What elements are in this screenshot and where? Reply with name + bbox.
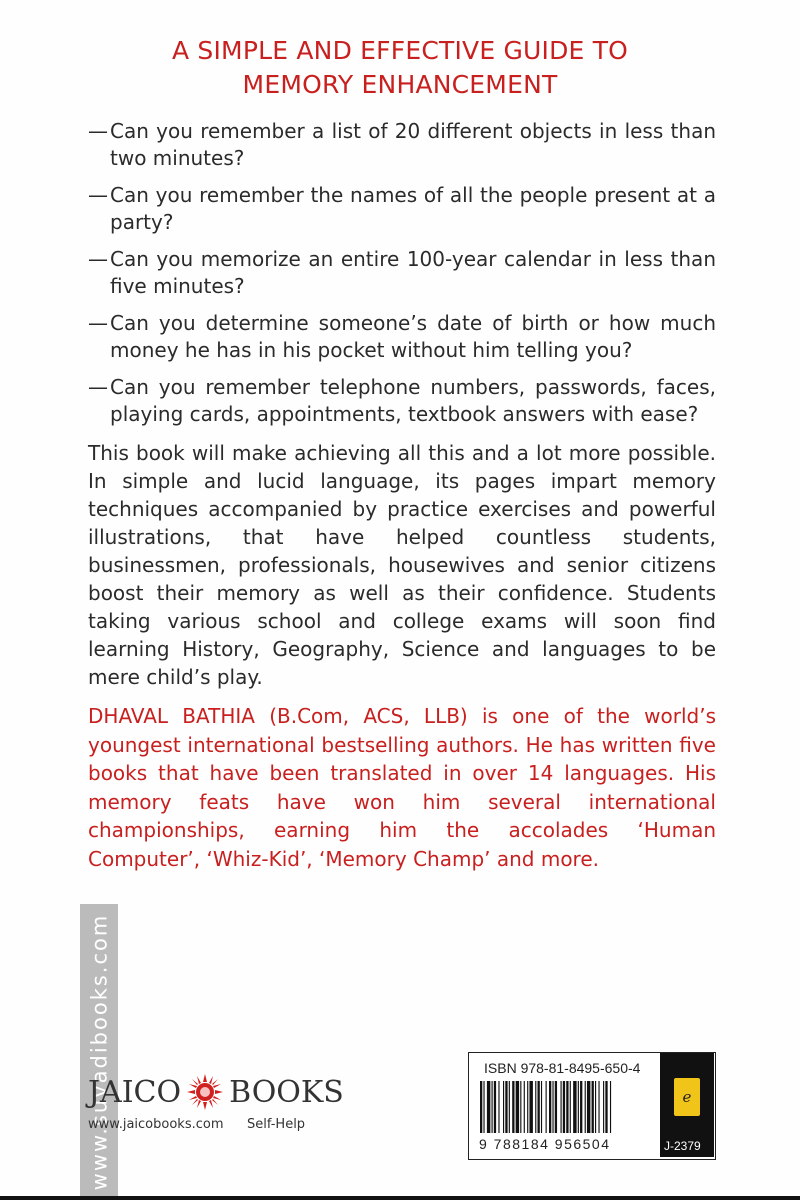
barcode-bar (552, 1081, 553, 1133)
barcode-bar (603, 1081, 604, 1133)
watermark-text: www.suvadibooks.com (87, 913, 112, 1191)
barcode-bar (512, 1081, 514, 1133)
ebook-icon: e (674, 1078, 700, 1116)
barcode-bar (509, 1081, 510, 1133)
barcode-bar (587, 1081, 590, 1133)
question-text: Can you remember telephone numbers, passwords, faces, playing cards, appointments, textbook answers with ease? (110, 375, 716, 426)
author-bio: DHAVAL BATHIA (B.Com, ACS, LLB) is one of the world’s youngest international bestselling authors. He has written five books that have been translated in over 14 languages. His memory feats have won him several international championships, earning him the accolades ‘Human Computer’, ‘Whiz-Kid’, ‘Memory Champ’ and more. (88, 704, 716, 871)
dash-bullet: — (88, 183, 108, 207)
question-item (88, 374, 716, 428)
barcode-bar (541, 1081, 542, 1133)
dash-bullet: — (88, 119, 108, 143)
publisher-name-left: JAICO (88, 1074, 182, 1110)
barcode-bar (546, 1081, 547, 1133)
barcode-bar (595, 1081, 596, 1133)
barcode-bar (570, 1081, 571, 1133)
publisher-website: www.jaicobooks.com (88, 1117, 224, 1132)
barcode-bar (592, 1081, 594, 1133)
barcode-bar (538, 1081, 540, 1133)
question-item (88, 310, 716, 364)
dash-bullet: — (88, 247, 108, 271)
barcode-bar (483, 1081, 484, 1133)
barcode-bar (598, 1081, 599, 1133)
publisher-logo (88, 1072, 344, 1112)
barcode-bar (503, 1081, 504, 1133)
barcode-bar (549, 1081, 551, 1133)
barcode-bar (498, 1081, 499, 1133)
barcode-bar (585, 1081, 586, 1133)
barcode-bar (524, 1081, 525, 1133)
question-text: Can you remember the names of all the people present at a party? (110, 183, 716, 234)
question-text: Can you remember a list of 20 different objects in less than two minutes? (110, 119, 716, 170)
book-description: This book will make achieving all this and a lot more possible. In simple and lucid language, its pages impart memory techniques accompanied by practice exercises and powerful illustrations, that have helped countless students, businessmen, professionals, housewives and senior citizens boost their memory as well as their confidence. Students taking various school and college exams will soon find learning History, Geography, Science and languages to be mere child’s play. (88, 441, 716, 689)
title-line-1: A SIMPLE AND EFFECTIVE GUIDE TO (171, 36, 629, 65)
publisher-name-right: BOOKS (229, 1074, 344, 1110)
barcode-bar (487, 1081, 490, 1133)
genre-label: Self-Help (247, 1117, 306, 1132)
watermark (80, 904, 118, 1200)
isbn-label: ISBN 978-81-8495-650-4 (484, 1060, 641, 1076)
catalog-code: J-2379 (664, 1139, 701, 1153)
title-line-2: MEMORY ENHANCEMENT (242, 70, 558, 99)
book-title (0, 34, 800, 102)
sun-logo-icon (187, 1074, 223, 1110)
barcode-bar (520, 1081, 521, 1133)
barcode-bar (578, 1081, 579, 1133)
barcode-bar (563, 1081, 565, 1133)
barcode-digits: 9 788184 956504 (479, 1136, 611, 1152)
question-item (88, 118, 716, 172)
bottom-border (0, 1196, 800, 1200)
barcode-bar (555, 1081, 557, 1133)
question-text: Can you determine someone’s date of birth or how much money he has in his pocket without him telling you? (110, 311, 716, 362)
barcode-bar (605, 1081, 607, 1133)
question-list (88, 118, 716, 438)
barcode-bar (494, 1081, 496, 1133)
barcode-bar (516, 1081, 519, 1133)
barcode-bar (573, 1081, 576, 1133)
barcode-bar (561, 1081, 562, 1133)
barcode-bar (492, 1081, 493, 1133)
barcode-bar (529, 1081, 532, 1133)
question-item (88, 246, 716, 300)
question-text: Can you memorize an entire 100-year calendar in less than five minutes? (110, 247, 716, 298)
dash-bullet: — (88, 375, 108, 399)
barcode-bar (505, 1081, 507, 1133)
barcode-bar (610, 1081, 611, 1133)
barcode-bar (580, 1081, 582, 1133)
question-item (88, 182, 716, 236)
barcode-bar (527, 1081, 528, 1133)
dash-bullet: — (88, 311, 108, 335)
barcode (480, 1081, 654, 1133)
barcode-bar (566, 1081, 568, 1133)
barcode-bar (480, 1081, 482, 1133)
barcode-bar (535, 1081, 536, 1133)
